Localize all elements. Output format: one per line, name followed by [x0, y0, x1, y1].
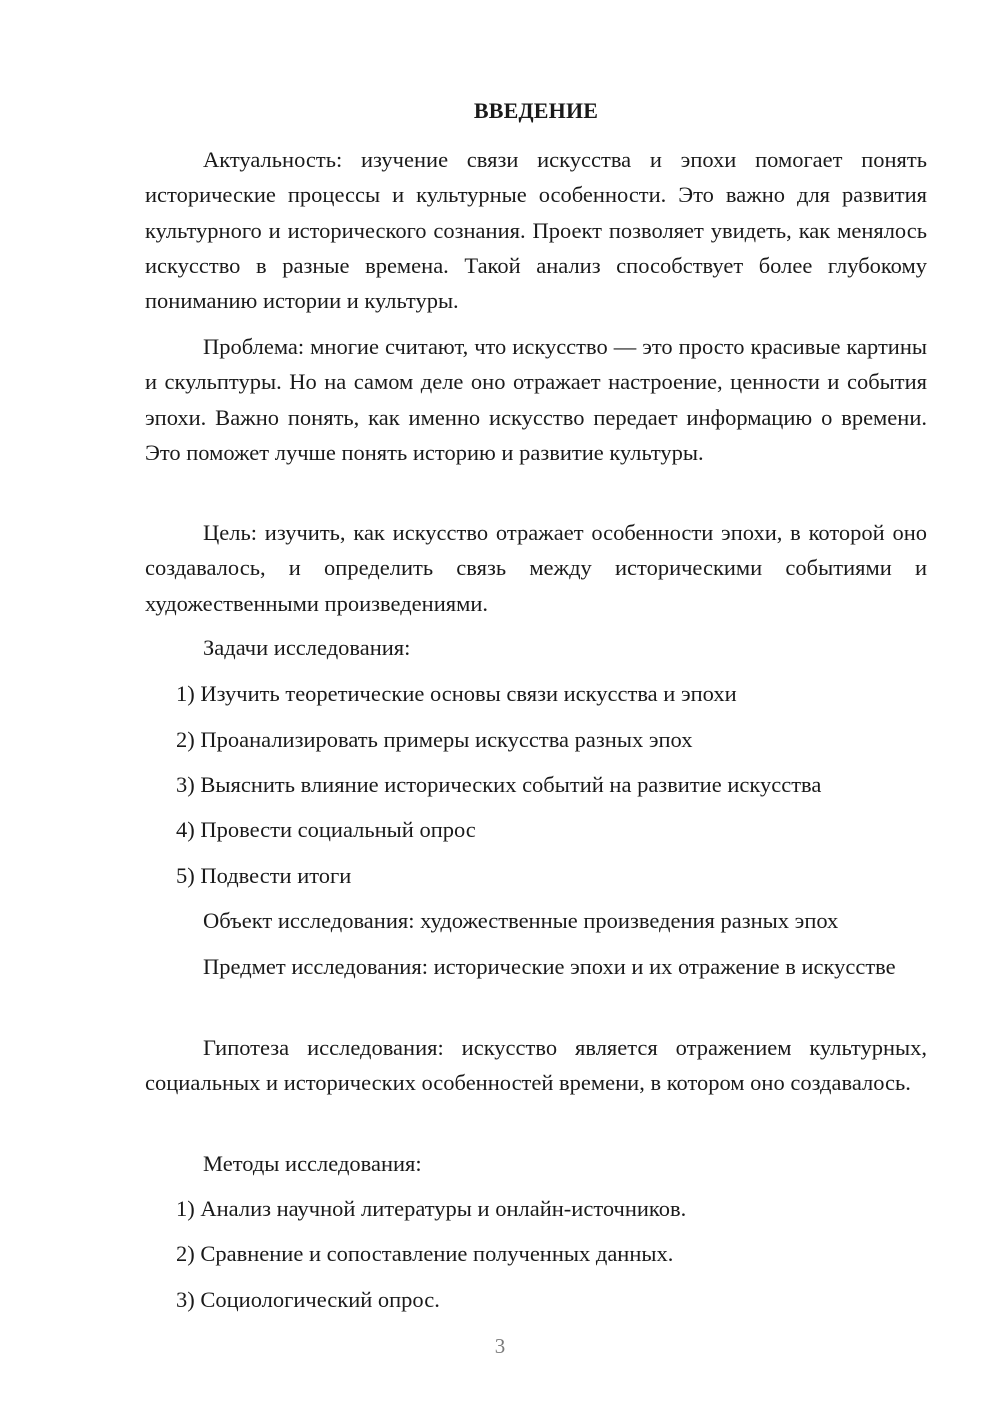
list-item: 2) Проанализировать примеры искусства разных эпох — [176, 727, 693, 752]
list-item: 1) Изучить теоретические основы связи искусства и эпохи — [176, 681, 737, 706]
research-object: Объект исследования: художественные произведения разных эпох — [203, 908, 839, 933]
list-item: 3) Выяснить влияние исторических событий на развитие искусства — [176, 772, 822, 797]
methods-label: Методы исследования: — [203, 1151, 422, 1176]
list-item: 1) Анализ научной литературы и онлайн-источников. — [176, 1196, 687, 1221]
research-subject: Предмет исследования: исторические эпохи и их отражение в искусстве — [203, 954, 896, 979]
list-item: 4) Провести социальный опрос — [176, 817, 476, 842]
paragraph-goal: Цель: изучить, как искусство отражает особенности эпохи, в которой оно создавалось, и определить связь между историческими событиями и художественными произведениями. — [145, 520, 927, 616]
paragraph-relevance: Актуальность: изучение связи искусства и эпохи помогает понять исторические процессы и культурные особенности. Это важно для развития культурного и исторического сознания. Проект позволяет увидеть, как менялось искусство в разные времена. Такой анализ способствует более глубокому пониманию истории и культуры. — [145, 147, 927, 314]
paragraph-problem: Проблема: многие считают, что искусство — это просто красивые картины и скульптуры. Но на самом деле оно отражает настроение, ценности и события эпохи. Важно понять, как именно искусство передает информацию о времени. Это поможет лучше понять историю и развитие культуры. — [145, 334, 927, 465]
list-item: 5) Подвести итоги — [176, 863, 352, 888]
list-item: 2) Сравнение и сопоставление полученных данных. — [176, 1241, 674, 1266]
page-title: ВВЕДЕНИЕ — [473, 98, 599, 123]
page-number: 3 — [494, 1334, 506, 1358]
list-item: 3) Социологический опрос. — [176, 1287, 440, 1312]
research-hypothesis: Гипотеза исследования: искусство является отражением культурных, социальных и исторических особенностей времени, в котором оно создавалось. — [145, 1035, 927, 1096]
tasks-label: Задачи исследования: — [203, 635, 411, 660]
